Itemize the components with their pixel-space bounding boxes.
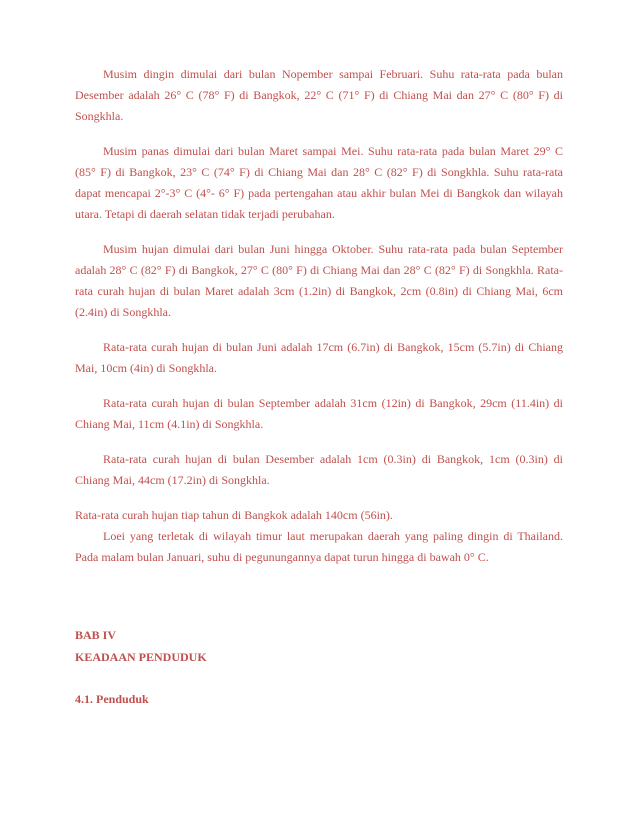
section-heading: 4.1. Penduduk <box>75 692 149 706</box>
paragraph-rainfall-december: Rata-rata curah hujan di bulan Desember adalah 1cm (0.3in) di Bangkok, 1cm (0.3in) di Chiang Mai, 44cm (17.2in) di Songkhla. <box>75 452 563 487</box>
paragraph-rainfall-june: Rata-rata curah hujan di bulan Juni adalah 17cm (6.7in) di Bangkok, 15cm (5.7in) di Chiang Mai, 10cm (4in) di Songkhla. <box>75 340 563 375</box>
paragraph-rainy-season: Musim hujan dimulai dari bulan Juni hingga Oktober. Suhu rata-rata pada bulan September adalah 28° C (82° F) di Bangkok, 27° C (80° F) di Chiang Mai dan 28° C (82° F) di Songkhla. Rata-rata curah hujan di bulan Maret adalah 3cm (1.2in) di Bangkok, 2cm (0.8in) di Chiang Mai, 6cm (2.4in) di Songkhla. <box>75 242 563 319</box>
paragraph-loei: Loei yang terletak di wilayah timur laut merupakan daerah yang paling dingin di Thailand. Pada malam bulan Januari, suhu di pegunungannya dapat turun hingga di bawah 0° C. <box>75 529 563 564</box>
paragraph-rainfall-september: Rata-rata curah hujan di bulan September adalah 31cm (12in) di Bangkok, 29cm (11.4in) di Chiang Mai, 11cm (4.1in) di Songkhla. <box>75 396 563 431</box>
chapter-number: BAB IV <box>75 628 117 642</box>
paragraph-annual-rainfall: Rata-rata curah hujan tiap tahun di Bangkok adalah 140cm (56in). <box>75 508 393 522</box>
document-body <box>75 64 563 710</box>
chapter-title: KEADAAN PENDUDUK <box>75 650 207 664</box>
paragraph-winter: Musim dingin dimulai dari bulan Nopember sampai Februari. Suhu rata-rata pada bulan Desember adalah 26° C (78° F) di Bangkok, 22° C (71° F) di Chiang Mai dan 27° C (80° F) di Songkhla. <box>75 67 563 123</box>
paragraph-summer: Musim panas dimulai dari bulan Maret sampai Mei. Suhu rata-rata pada bulan Maret 29° C (85° F) di Bangkok, 23° C (74° F) di Chiang Mai dan 28° C (82° F) di Songkhla. Suhu rata-rata dapat mencapai 2°-3° C (4°- 6° F) pada pertengahan atau akhir bulan Mei di Bangkok dan wilayah utara. Tetapi di daerah selatan tidak terjadi perubahan. <box>75 144 563 221</box>
chapter-heading <box>75 624 563 668</box>
section-spacer <box>75 568 563 624</box>
